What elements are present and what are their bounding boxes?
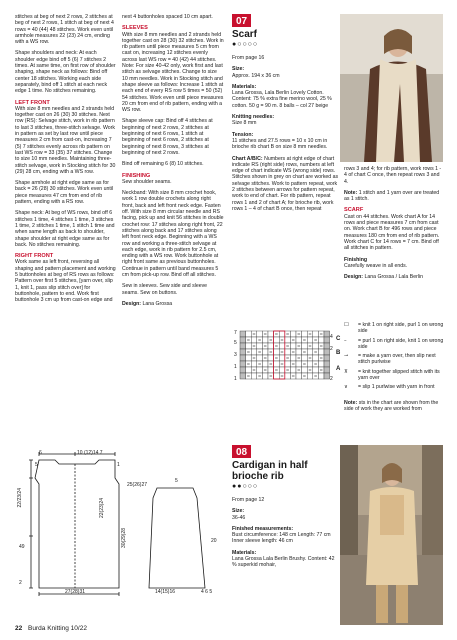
chart-cell: [274, 373, 280, 379]
chart-cell: [268, 355, 274, 361]
chart-cell: [307, 361, 313, 367]
chart-row-label: 5: [234, 340, 237, 346]
instruction-paragraph: Work same as left front, reversing all shaping and pattern placement and working 5 buttonholes at beg of RS rows as follows: Pattern over first 5 stitches, [yarn over, slip 1, knit 1, pass slip stitch over] for buttonhole, pattern to end. Work first buttonhole 3 cm up from cast-on edge and: [15, 259, 116, 304]
instruction-paragraph: next 4 buttonholes spaced 10 cm apart.: [122, 14, 213, 20]
instruction-paragraph: Shape armhole at right edge same as for back = 26 (28) 30 stitches. Work even until piece measures 47 cm from end of rib pattern, ending with a RS row.: [15, 180, 114, 206]
design-credit: [122, 301, 224, 307]
chart-cell: [324, 373, 330, 379]
measurements-label: Finished measurements:: [232, 525, 294, 532]
legend-symbol-icon: –: [344, 337, 347, 344]
chart-cell: [279, 355, 285, 361]
chart-row-label: 1: [234, 364, 237, 370]
difficulty-dots: ●○○○○: [232, 41, 259, 48]
chart-cell: [318, 349, 324, 355]
cardigan-photo-image: [340, 445, 443, 625]
legend-item: [344, 353, 444, 366]
schematic-dimension: 22/23/24: [17, 488, 23, 508]
chart-row-label: 1: [234, 376, 237, 382]
cardigan-column: [232, 460, 337, 574]
instruction-paragraph: Shape shoulders and neck: At each shoulder edge bind off 5 (6) 7 stitches 2 times. At same time, on first row of shoulder shaping, shape neck as follows: Bind off center 18 stitches. Working each side separately, bind off 1 stitch at each neck edge 1 time. No stitches remaining.: [15, 50, 116, 95]
legend-symbol-icon: ⊸: [344, 353, 349, 360]
chart-cell: [313, 367, 319, 373]
scarf-column-continued: [344, 166, 444, 285]
instruction-paragraph: With size 8 mm needles and 2 strands held together cast on 26 (30) 30 stitches. Next row (RS): Selvage stitch, work in rib pattern to last 3 stitches, three-stitch selvage. Work in pattern as set by last row until piece measures 2 cm from cast-on, increasing 7 (5) 7 stitches evenly across rib pattern on last WS row = 33 (35) 37 stitches. Change to size 10 mm needles. Maintaining three-stitch selvage, work in Stocking stitch for 30 (29) 28 cm, ending with a WS row.: [15, 105, 116, 175]
chart-cell: [274, 337, 280, 343]
chart-cell: [324, 355, 330, 361]
chart-cell: [268, 331, 274, 337]
schematic-dimension: 6: [39, 450, 42, 456]
section-heading: LEFT FRONT: [15, 99, 50, 106]
legend-item: [344, 338, 444, 351]
pattern-title: Scarf: [232, 29, 258, 40]
chart-cell: [324, 367, 330, 373]
chart-cell: [307, 349, 313, 355]
chart-cell: [318, 337, 324, 343]
section-heading: SLEEVES: [122, 25, 148, 32]
chart-cell: [240, 349, 246, 355]
chart-cell: [296, 337, 302, 343]
chart-cell: [302, 355, 308, 361]
measurements-value: Bust circumference: 148 cm Length: 77 cm Inner sleeve length: 46 cm: [232, 532, 331, 545]
section-heading: RIGHT FRONT: [15, 253, 54, 260]
pattern-number-badge: 07: [232, 14, 251, 27]
pattern-number-badge: 08: [232, 445, 251, 458]
chart-cell: [290, 355, 296, 361]
magazine-name: Burda Knitting 10/22: [28, 624, 87, 632]
tension-label: Tension:: [232, 131, 254, 138]
schematic-dimension: 2: [19, 580, 22, 586]
scarf-design: [344, 274, 444, 280]
chart-cell: [251, 337, 257, 343]
chart-cell: [324, 349, 330, 355]
chart-cell: [240, 343, 246, 349]
instruction-paragraph: Sew in sleeves. Sew side and sleeve seams. Sew on buttons.: [122, 283, 208, 296]
note-text: [344, 190, 444, 203]
chart-row-label: 4: [330, 334, 333, 340]
schematic-drawing: [15, 448, 225, 598]
scarf-photo: [340, 14, 443, 162]
legend-note-value: sts in the chart are shown from the side of work they are worked from: [344, 400, 439, 413]
chart-cell: [274, 349, 280, 355]
instruction-paragraph: With size 8 mm needles and 2 strands held together cast on 28 (30) 32 stitches. Work in rib pattern until piece measures 5 cm from cast on, increasing 12 stitches evenly across last WS row = 40 (42) 44 stitches. Note: For size 40-42 only, work first and last stitch as selvage stitches. Change to size 10 mm needles. Work in Stocking stitch and shape sleeve as follows: Increase 1 stitch at each end of every RS row 5 times = 50 (52) 54 stitches. Work even until piece measures 20 cm from end of rib pattern, ending with a WS row.: [122, 31, 224, 114]
note-value: 1 stitch and 1 yarn over are treated as 1 stitch.: [344, 189, 440, 203]
materials-value: Lana Grossa Lala Berlin Brushy. Content: 42 % superkid mohair,: [232, 556, 335, 569]
scarf-heading: SCARF: [344, 207, 364, 214]
knitting-chart-grid: [232, 330, 342, 398]
chart-cell: [262, 373, 268, 379]
size-value: 36-46: [232, 514, 246, 521]
schematic-dimension: 5: [175, 478, 178, 484]
chart-cell: [318, 361, 324, 367]
schematic-dimension: 49: [19, 544, 25, 550]
chart-cell: [262, 349, 268, 355]
chart-cell: [290, 331, 296, 337]
legend-item: [344, 322, 444, 335]
chart-legend: [344, 322, 444, 394]
knitting-chart: [232, 330, 342, 398]
instruction-paragraph: Neckband: With size 8 mm crochet hook, work 1 row double crochets along right front, back and left front neck edge. Fasten off. With size 8 mm circular needle and RS facing, pick up and knit 56 stitches in double crochet row: 17 stitches along right front, 22 stitches along back and 17 stitches along left front neck edge. Beginning with a WS row and working a three-stitch selvage at each edge, work in rib pattern for 2.5 cm, ending with a WS row. Work buttonhole at right front same as previous buttonholes. Continue in pattern until band measures 5 cm from pick-up row. Bind off all stitches.: [122, 190, 224, 278]
schematic-dimension: 22(23)24: [99, 498, 105, 519]
chart-cell: [296, 373, 302, 379]
page-footer: [15, 626, 87, 632]
schematic-dimension: 10 (12)14 7: [77, 450, 103, 456]
instruction-paragraph: Bind off remaining 6 (8) 10 stitches.: [122, 161, 204, 168]
column-2: [122, 14, 224, 312]
chart-text: Numbers at right edge of chart indicate RS (right side) rows, numbers at left edge of chart indicate WS (wrong side) rows. Stitches shown in grey on chart are worked as selvage stitches. Work to pattern repeat, work 2 stitches between arrows for pattern repeat, work to end of chart. For rib pattern, repeat rows 1 and 2 of chart A; for brioche rib, work rows 1 – 4 of chart B once, then repeat: [232, 155, 339, 212]
chart-cell: [240, 337, 246, 343]
instruction-paragraph: Sew shoulder seams.: [122, 178, 172, 185]
legend-note: [344, 400, 444, 413]
legend-text: = knit 1 on right side, purl 1 on wrong side: [358, 322, 444, 335]
chart-cell: [246, 331, 252, 337]
legend-text: = purl 1 on right side, knit 1 on wrong side: [358, 337, 444, 350]
scarf-instructions: Cast on 44 stitches. Work chart A for 14 rows and piece measures 7 cm from cast on. Work chart B for 496 rows and piece measures 180 cm from end of rib pattern. Work chart C for 14 rows = 7 cm. Bind off all stitches in pattern.: [344, 213, 440, 252]
cardigan-photo: [340, 445, 443, 625]
chart-cell: [251, 373, 257, 379]
chart-row-label: 7: [234, 330, 237, 336]
chart-cell: [268, 343, 274, 349]
schematic-dimension: 14(15)16: [155, 589, 176, 595]
finishing-label: Finishing: [344, 256, 368, 263]
chart-row-label: 2: [330, 346, 333, 352]
chart-cell: [318, 373, 324, 379]
chart-cell: [290, 343, 296, 349]
note-label: Note:: [344, 189, 358, 196]
legend-symbol-icon: ☐: [344, 322, 349, 328]
schematic-dimension: 1: [117, 462, 120, 468]
chart-row-label: 2: [330, 376, 333, 382]
chart-cell: [262, 361, 268, 367]
schematic-dimension: 4 6 5: [201, 589, 213, 595]
finishing-value: Carefully weave in all ends.: [344, 262, 408, 269]
chart-cell: [296, 361, 302, 367]
chart-cell: [257, 331, 263, 337]
chart-cell: [240, 355, 246, 361]
chart-cell: [285, 349, 291, 355]
chart-cell: [274, 361, 280, 367]
instruction-paragraph: Shape neck: At beg of WS rows, bind off 6 stitches 1 time, 4 stitches 1 time, 3 stitches 1 time, 2 stitches 1 time, 1 stitch 1 time and when same length as back to shoulder, shape shoulder at right edge same as for back. No stitches remaining.: [15, 210, 115, 248]
chart-cell: [302, 331, 308, 337]
chart-cell: [246, 343, 252, 349]
scarf-column: [232, 29, 340, 217]
chart-section-label: B: [336, 350, 341, 356]
chart-cell: [307, 337, 313, 343]
instruction-paragraph: Shape sleeve cap: Bind off 4 stitches at beginning of next 2 rows, 2 stitches at beginning of next 6 rows, 1 stitch at beginning of next 6 rows, 2 stitches at beginning of next 8 rows, 3 stitches at beginning of next 2 rows.: [122, 118, 213, 156]
legend-symbol-icon: ⊼: [344, 368, 348, 375]
schematic-dimension: 5: [35, 462, 38, 468]
chart-cell: [262, 337, 268, 343]
pattern-title: Cardigan in half brioche rib: [232, 460, 308, 482]
chart-cell: [240, 373, 246, 379]
chart-cell: [313, 343, 319, 349]
column-1: [15, 14, 117, 308]
chart-cell: [324, 337, 330, 343]
legend-note-label: Note:: [344, 400, 358, 406]
schematic-dimension: 25(26)27: [127, 482, 148, 488]
schematic-dimension: 27(28)31: [65, 589, 86, 595]
chart-section-label: A: [336, 366, 341, 372]
from-page: From page 16: [232, 55, 265, 61]
chart-instructions: [232, 156, 340, 213]
schematic-dimension: 20: [211, 538, 217, 544]
legend-item: [344, 369, 444, 382]
design-value: Lana Grossa / Lala Berlin: [364, 274, 424, 281]
chart-cell: [313, 331, 319, 337]
legend-text: = knit together slipped stitch with its yarn over: [358, 368, 440, 382]
chart-cell: [324, 361, 330, 367]
chart-cell: [324, 343, 330, 349]
chart-cell: [302, 343, 308, 349]
chart-cell: [279, 331, 285, 337]
materials-label: Materials:: [232, 83, 257, 90]
chart-cell: [296, 349, 302, 355]
chart-cell: [268, 367, 274, 373]
chart-cell: [279, 343, 285, 349]
tension-value: 11 stitches and 27.5 rows = 10 x 10 cm in brioche rib chart B on size 8 mm needles.: [232, 137, 328, 151]
size-label: Size:: [232, 508, 245, 515]
chart-cell: [257, 343, 263, 349]
chart-cell: [257, 355, 263, 361]
size-value: Approx. 194 x 36 cm: [232, 72, 280, 79]
chart-cell: [324, 331, 330, 337]
schematic-dimension: 30(29)28: [121, 528, 127, 549]
from-page: From page 12: [232, 497, 265, 503]
page-number: 22: [15, 624, 23, 632]
design-label: Design:: [122, 300, 143, 307]
needles-value: Size 8 mm: [232, 120, 257, 127]
instruction-paragraph: stitches at beg of next 2 rows, 2 stitches at beg of next 2 rows, 1 stitch at beg of next 4 rows = 40 (44) 48 stitches. Work even until armhole measures 22 (23) 24 cm, ending with a WS row.: [15, 14, 114, 46]
chart-cell: [290, 367, 296, 373]
materials-value: Lana Grossa, Lala Berlin Lovely Cotton. Content: 75 % extra fine merino wool, 25 % cotton. 50 g = 90 m. 8 balls – col 27 beige: [232, 90, 332, 109]
chart-cell: [285, 373, 291, 379]
chart-cell: [307, 373, 313, 379]
chart-section-label: C: [336, 336, 341, 342]
size-label: Size:: [232, 66, 245, 73]
chart-cell: [251, 361, 257, 367]
legend-text: = make a yarn over, then slip next stitch purlwise: [358, 353, 436, 366]
chart-cell: [313, 355, 319, 361]
legend-text: = slip 1 purlwise with yarn in front: [358, 384, 435, 391]
scarf-photo-image: [340, 14, 443, 162]
design-value: Lana Grossa: [142, 300, 173, 307]
chart-label: Chart A/B/C:: [232, 155, 263, 162]
chart-cell: [240, 367, 246, 373]
chart-text-continued: rows 3 and 4; for rib pattern, work rows 1 - 4 of chart C once, then repeat rows 3 and 4.: [344, 166, 442, 185]
chart-cell: [246, 367, 252, 373]
chart-row-label: 3: [234, 352, 237, 358]
chart-cell: [240, 331, 246, 337]
chart-cell: [240, 361, 246, 367]
chart-cell: [251, 349, 257, 355]
chart-cell: [246, 355, 252, 361]
section-heading: FINISHING: [122, 172, 151, 179]
chart-cell: [285, 361, 291, 367]
design-label: Design:: [344, 274, 364, 281]
chart-cell: [257, 367, 263, 373]
legend-symbol-icon: ∨: [344, 384, 348, 391]
difficulty-dots: ●●○○○: [232, 483, 259, 490]
legend-item: [344, 384, 444, 390]
chart-cell: [285, 337, 291, 343]
chart-cell: [279, 367, 285, 373]
materials-label: Materials:: [232, 549, 257, 556]
needles-label: Knitting needles:: [232, 114, 275, 121]
garment-schematic: [15, 448, 225, 598]
chart-cell: [302, 367, 308, 373]
